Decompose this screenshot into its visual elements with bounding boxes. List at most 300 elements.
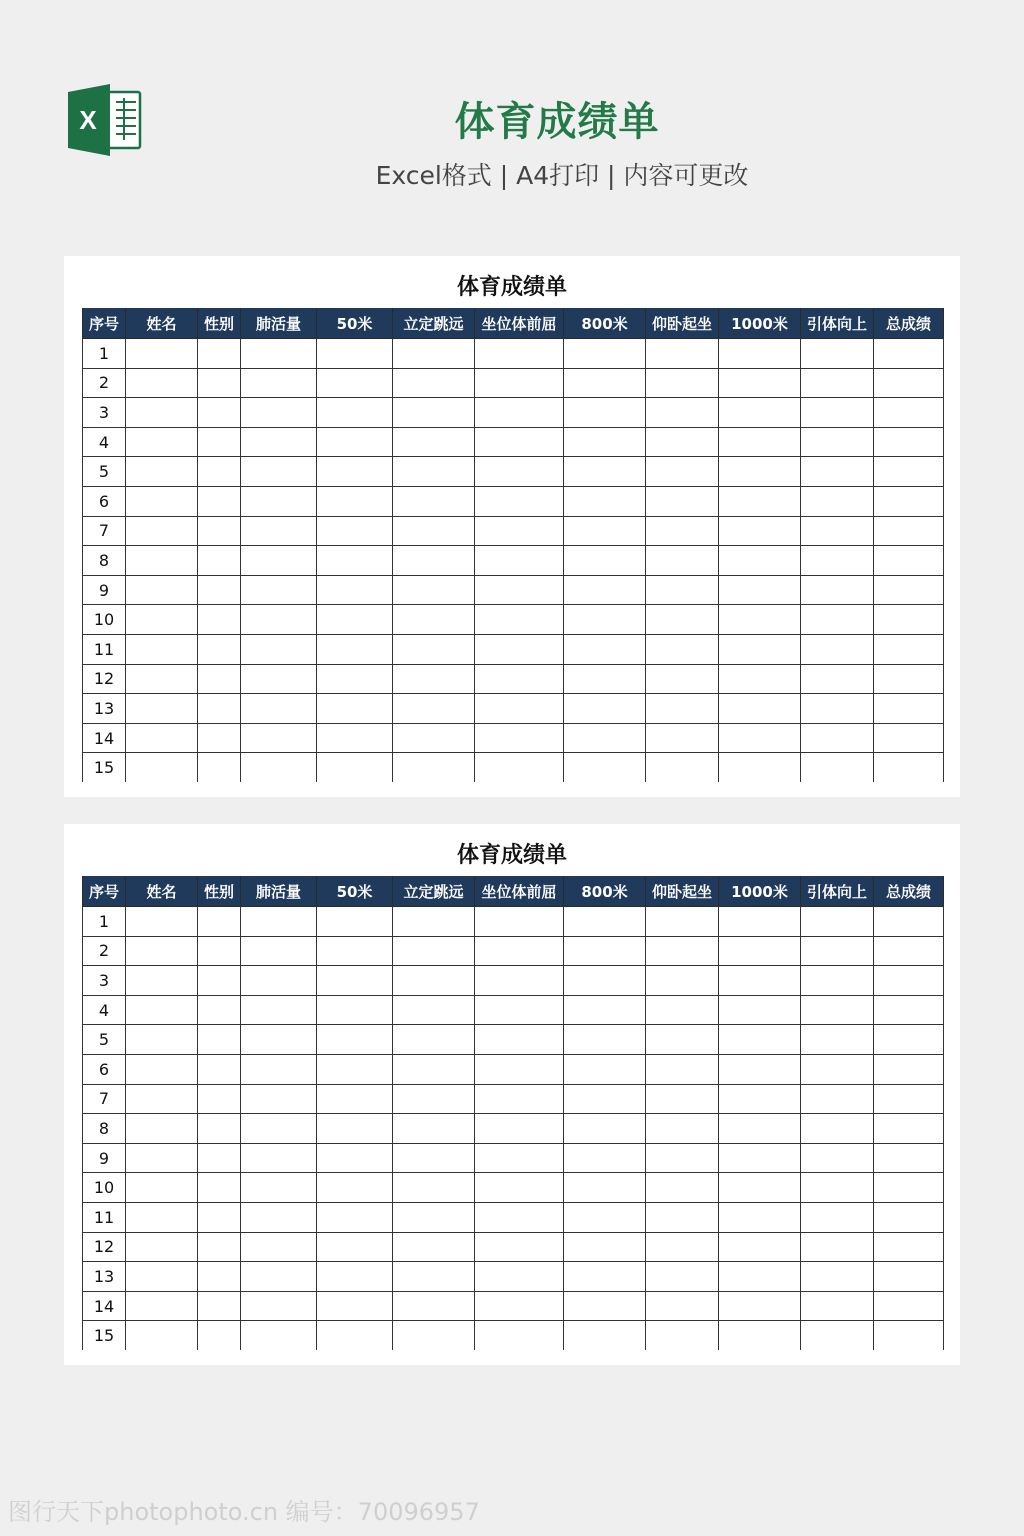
table-cell[interactable] [126, 575, 198, 605]
table-cell[interactable] [198, 634, 241, 664]
table-cell[interactable] [564, 936, 646, 966]
table-cell[interactable] [198, 575, 241, 605]
table-cell[interactable] [241, 1114, 317, 1144]
table-cell[interactable] [393, 1173, 475, 1203]
table-cell[interactable] [393, 1025, 475, 1055]
table-cell[interactable] [393, 457, 475, 487]
table-cell[interactable] [874, 1262, 944, 1292]
table-cell[interactable] [564, 339, 646, 369]
table-cell[interactable] [393, 605, 475, 635]
table-cell[interactable] [646, 1084, 719, 1114]
table-cell[interactable] [564, 398, 646, 428]
table-cell[interactable] [801, 457, 874, 487]
table-cell[interactable] [393, 1232, 475, 1262]
table-cell[interactable] [874, 634, 944, 664]
table-cell[interactable] [317, 995, 393, 1025]
table-cell[interactable] [874, 723, 944, 753]
table-cell[interactable] [241, 516, 317, 546]
table-cell[interactable] [801, 1143, 874, 1173]
table-cell[interactable] [393, 634, 475, 664]
table-cell[interactable] [126, 368, 198, 398]
table-cell[interactable] [801, 1202, 874, 1232]
table-cell[interactable] [393, 995, 475, 1025]
table-cell[interactable] [126, 1173, 198, 1203]
table-cell[interactable] [801, 634, 874, 664]
table-cell[interactable] [801, 1025, 874, 1055]
table-cell[interactable] [198, 339, 241, 369]
table-cell[interactable] [241, 1262, 317, 1292]
table-cell[interactable] [719, 575, 801, 605]
table-cell[interactable] [801, 339, 874, 369]
table-cell[interactable] [801, 575, 874, 605]
table-cell[interactable] [475, 398, 564, 428]
table-cell[interactable] [801, 546, 874, 576]
table-cell[interactable] [317, 368, 393, 398]
table-cell[interactable] [475, 1321, 564, 1351]
table-cell[interactable] [646, 516, 719, 546]
table-cell[interactable] [126, 966, 198, 996]
table-cell[interactable] [393, 1084, 475, 1114]
table-cell[interactable] [719, 368, 801, 398]
table-cell[interactable] [317, 516, 393, 546]
table-cell[interactable] [241, 546, 317, 576]
table-cell[interactable] [874, 427, 944, 457]
table-cell[interactable] [646, 457, 719, 487]
table-cell[interactable] [874, 457, 944, 487]
table-cell[interactable] [241, 1054, 317, 1084]
table-cell[interactable] [874, 753, 944, 783]
table-cell[interactable] [646, 546, 719, 576]
table-cell[interactable] [241, 1173, 317, 1203]
table-cell[interactable] [393, 936, 475, 966]
table-cell[interactable] [646, 575, 719, 605]
table-cell[interactable] [475, 723, 564, 753]
table-cell[interactable] [241, 1232, 317, 1262]
table-cell[interactable] [126, 516, 198, 546]
table-cell[interactable] [126, 753, 198, 783]
table-cell[interactable] [564, 368, 646, 398]
table-cell[interactable] [198, 753, 241, 783]
table-cell[interactable] [646, 1232, 719, 1262]
table-cell[interactable] [719, 1291, 801, 1321]
table-cell[interactable] [317, 575, 393, 605]
table-cell[interactable] [317, 753, 393, 783]
table-cell[interactable] [126, 605, 198, 635]
table-cell[interactable] [126, 427, 198, 457]
table-cell[interactable] [801, 995, 874, 1025]
table-cell[interactable] [317, 1084, 393, 1114]
table-cell[interactable] [564, 1143, 646, 1173]
table-cell[interactable] [317, 339, 393, 369]
table-cell[interactable] [126, 1084, 198, 1114]
table-cell[interactable] [874, 936, 944, 966]
table-cell[interactable] [874, 339, 944, 369]
table-cell[interactable] [646, 605, 719, 635]
table-cell[interactable] [801, 936, 874, 966]
table-cell[interactable] [198, 546, 241, 576]
table-cell[interactable] [719, 907, 801, 937]
table-cell[interactable] [241, 694, 317, 724]
table-cell[interactable] [646, 1054, 719, 1084]
table-cell[interactable] [475, 907, 564, 937]
table-cell[interactable] [801, 1321, 874, 1351]
table-cell[interactable] [317, 1025, 393, 1055]
table-cell[interactable] [126, 936, 198, 966]
table-cell[interactable] [874, 1025, 944, 1055]
table-cell[interactable] [198, 1262, 241, 1292]
table-cell[interactable] [126, 1025, 198, 1055]
table-cell[interactable] [198, 1202, 241, 1232]
table-cell[interactable] [801, 368, 874, 398]
table-cell[interactable] [317, 1262, 393, 1292]
table-cell[interactable] [475, 368, 564, 398]
table-cell[interactable] [646, 368, 719, 398]
table-cell[interactable] [801, 723, 874, 753]
table-cell[interactable] [719, 1262, 801, 1292]
table-cell[interactable] [564, 1262, 646, 1292]
table-cell[interactable] [874, 1202, 944, 1232]
table-cell[interactable] [874, 1054, 944, 1084]
table-cell[interactable] [719, 634, 801, 664]
table-cell[interactable] [719, 1173, 801, 1203]
table-cell[interactable] [801, 753, 874, 783]
table-cell[interactable] [475, 936, 564, 966]
table-cell[interactable] [646, 1202, 719, 1232]
table-cell[interactable] [564, 457, 646, 487]
table-cell[interactable] [198, 723, 241, 753]
table-cell[interactable] [241, 1084, 317, 1114]
table-cell[interactable] [126, 1202, 198, 1232]
table-cell[interactable] [241, 486, 317, 516]
table-cell[interactable] [874, 546, 944, 576]
table-cell[interactable] [393, 753, 475, 783]
table-cell[interactable] [317, 457, 393, 487]
table-cell[interactable] [719, 1054, 801, 1084]
table-cell[interactable] [198, 1114, 241, 1144]
table-cell[interactable] [475, 546, 564, 576]
table-cell[interactable] [317, 1173, 393, 1203]
table-cell[interactable] [475, 339, 564, 369]
table-cell[interactable] [564, 516, 646, 546]
table-cell[interactable] [126, 907, 198, 937]
table-cell[interactable] [801, 1291, 874, 1321]
table-cell[interactable] [126, 1143, 198, 1173]
table-cell[interactable] [719, 1143, 801, 1173]
table-cell[interactable] [241, 1202, 317, 1232]
table-cell[interactable] [317, 1291, 393, 1321]
table-cell[interactable] [241, 936, 317, 966]
table-cell[interactable] [801, 1232, 874, 1262]
table-cell[interactable] [198, 605, 241, 635]
table-cell[interactable] [317, 1143, 393, 1173]
table-cell[interactable] [475, 427, 564, 457]
table-cell[interactable] [564, 1084, 646, 1114]
table-cell[interactable] [198, 936, 241, 966]
table-cell[interactable] [393, 723, 475, 753]
table-cell[interactable] [393, 966, 475, 996]
table-cell[interactable] [646, 634, 719, 664]
table-cell[interactable] [646, 486, 719, 516]
table-cell[interactable] [646, 398, 719, 428]
table-cell[interactable] [475, 664, 564, 694]
table-cell[interactable] [198, 664, 241, 694]
table-cell[interactable] [719, 1025, 801, 1055]
table-cell[interactable] [393, 1143, 475, 1173]
table-cell[interactable] [317, 1202, 393, 1232]
table-cell[interactable] [241, 966, 317, 996]
table-cell[interactable] [393, 1114, 475, 1144]
table-cell[interactable] [475, 694, 564, 724]
table-cell[interactable] [564, 1321, 646, 1351]
table-cell[interactable] [475, 1173, 564, 1203]
table-cell[interactable] [719, 694, 801, 724]
table-cell[interactable] [646, 1291, 719, 1321]
table-cell[interactable] [126, 339, 198, 369]
table-cell[interactable] [801, 427, 874, 457]
table-cell[interactable] [874, 605, 944, 635]
table-cell[interactable] [801, 1262, 874, 1292]
table-cell[interactable] [646, 936, 719, 966]
table-cell[interactable] [198, 694, 241, 724]
table-cell[interactable] [393, 1054, 475, 1084]
table-cell[interactable] [475, 516, 564, 546]
table-cell[interactable] [801, 605, 874, 635]
table-cell[interactable] [126, 1262, 198, 1292]
table-cell[interactable] [801, 1054, 874, 1084]
table-cell[interactable] [646, 664, 719, 694]
table-cell[interactable] [475, 486, 564, 516]
table-cell[interactable] [198, 1025, 241, 1055]
table-cell[interactable] [393, 1202, 475, 1232]
table-cell[interactable] [719, 753, 801, 783]
table-cell[interactable] [646, 1114, 719, 1144]
table-cell[interactable] [475, 753, 564, 783]
table-cell[interactable] [801, 1114, 874, 1144]
table-cell[interactable] [874, 966, 944, 996]
table-cell[interactable] [393, 664, 475, 694]
table-cell[interactable] [317, 546, 393, 576]
table-cell[interactable] [241, 753, 317, 783]
table-cell[interactable] [719, 339, 801, 369]
table-cell[interactable] [393, 486, 475, 516]
table-cell[interactable] [198, 516, 241, 546]
table-cell[interactable] [564, 575, 646, 605]
table-cell[interactable] [564, 966, 646, 996]
table-cell[interactable] [564, 1025, 646, 1055]
table-cell[interactable] [874, 368, 944, 398]
table-cell[interactable] [198, 907, 241, 937]
table-cell[interactable] [475, 1202, 564, 1232]
table-cell[interactable] [393, 575, 475, 605]
table-cell[interactable] [317, 427, 393, 457]
table-cell[interactable] [564, 1054, 646, 1084]
table-cell[interactable] [801, 1084, 874, 1114]
table-cell[interactable] [874, 907, 944, 937]
table-cell[interactable] [564, 907, 646, 937]
table-cell[interactable] [198, 966, 241, 996]
table-cell[interactable] [719, 1232, 801, 1262]
table-cell[interactable] [564, 1114, 646, 1144]
table-cell[interactable] [719, 1321, 801, 1351]
table-cell[interactable] [475, 605, 564, 635]
table-cell[interactable] [393, 1262, 475, 1292]
table-cell[interactable] [801, 664, 874, 694]
table-cell[interactable] [874, 995, 944, 1025]
table-cell[interactable] [646, 995, 719, 1025]
table-cell[interactable] [241, 427, 317, 457]
table-cell[interactable] [801, 486, 874, 516]
table-cell[interactable] [393, 1291, 475, 1321]
table-cell[interactable] [719, 723, 801, 753]
table-cell[interactable] [241, 634, 317, 664]
table-cell[interactable] [874, 1321, 944, 1351]
table-cell[interactable] [198, 486, 241, 516]
table-cell[interactable] [564, 664, 646, 694]
table-cell[interactable] [475, 966, 564, 996]
table-cell[interactable] [241, 1321, 317, 1351]
table-cell[interactable] [801, 1173, 874, 1203]
table-cell[interactable] [241, 1291, 317, 1321]
table-cell[interactable] [126, 1114, 198, 1144]
table-cell[interactable] [241, 907, 317, 937]
table-cell[interactable] [126, 457, 198, 487]
table-cell[interactable] [874, 398, 944, 428]
table-cell[interactable] [198, 1054, 241, 1084]
table-cell[interactable] [317, 634, 393, 664]
table-cell[interactable] [874, 694, 944, 724]
table-cell[interactable] [317, 966, 393, 996]
table-cell[interactable] [126, 486, 198, 516]
table-cell[interactable] [317, 1321, 393, 1351]
table-cell[interactable] [126, 398, 198, 428]
table-cell[interactable] [317, 907, 393, 937]
table-cell[interactable] [646, 1143, 719, 1173]
table-cell[interactable] [198, 457, 241, 487]
table-cell[interactable] [719, 936, 801, 966]
table-cell[interactable] [719, 664, 801, 694]
table-cell[interactable] [393, 427, 475, 457]
table-cell[interactable] [317, 723, 393, 753]
table-cell[interactable] [874, 1173, 944, 1203]
table-cell[interactable] [646, 966, 719, 996]
table-cell[interactable] [475, 1054, 564, 1084]
table-cell[interactable] [646, 339, 719, 369]
table-cell[interactable] [874, 1114, 944, 1144]
table-cell[interactable] [564, 723, 646, 753]
table-cell[interactable] [198, 427, 241, 457]
table-cell[interactable] [475, 1262, 564, 1292]
table-cell[interactable] [646, 427, 719, 457]
table-cell[interactable] [646, 1173, 719, 1203]
table-cell[interactable] [317, 398, 393, 428]
table-cell[interactable] [646, 1262, 719, 1292]
table-cell[interactable] [198, 1291, 241, 1321]
table-cell[interactable] [241, 575, 317, 605]
table-cell[interactable] [126, 723, 198, 753]
table-cell[interactable] [719, 605, 801, 635]
table-cell[interactable] [874, 1143, 944, 1173]
table-cell[interactable] [564, 427, 646, 457]
table-cell[interactable] [198, 1232, 241, 1262]
table-cell[interactable] [719, 457, 801, 487]
table-cell[interactable] [801, 398, 874, 428]
table-cell[interactable] [241, 723, 317, 753]
table-cell[interactable] [719, 546, 801, 576]
table-cell[interactable] [874, 664, 944, 694]
table-cell[interactable] [564, 995, 646, 1025]
table-cell[interactable] [719, 398, 801, 428]
table-cell[interactable] [126, 995, 198, 1025]
table-cell[interactable] [393, 694, 475, 724]
table-cell[interactable] [719, 1202, 801, 1232]
table-cell[interactable] [393, 398, 475, 428]
table-cell[interactable] [475, 1114, 564, 1144]
table-cell[interactable] [564, 605, 646, 635]
table-cell[interactable] [564, 634, 646, 664]
table-cell[interactable] [801, 907, 874, 937]
table-cell[interactable] [126, 1054, 198, 1084]
table-cell[interactable] [317, 1114, 393, 1144]
table-cell[interactable] [475, 1143, 564, 1173]
table-cell[interactable] [564, 694, 646, 724]
table-cell[interactable] [241, 368, 317, 398]
table-cell[interactable] [198, 1143, 241, 1173]
table-cell[interactable] [198, 1321, 241, 1351]
table-cell[interactable] [475, 1232, 564, 1262]
table-cell[interactable] [241, 398, 317, 428]
table-cell[interactable] [475, 1025, 564, 1055]
table-cell[interactable] [719, 1114, 801, 1144]
table-cell[interactable] [719, 966, 801, 996]
table-cell[interactable] [475, 995, 564, 1025]
table-cell[interactable] [874, 1084, 944, 1114]
table-cell[interactable] [241, 664, 317, 694]
table-cell[interactable] [874, 1291, 944, 1321]
table-cell[interactable] [126, 634, 198, 664]
table-cell[interactable] [241, 339, 317, 369]
table-cell[interactable] [198, 368, 241, 398]
table-cell[interactable] [198, 995, 241, 1025]
table-cell[interactable] [475, 575, 564, 605]
table-cell[interactable] [874, 516, 944, 546]
table-cell[interactable] [564, 1291, 646, 1321]
table-cell[interactable] [801, 516, 874, 546]
table-cell[interactable] [198, 1173, 241, 1203]
table-cell[interactable] [393, 546, 475, 576]
table-cell[interactable] [317, 605, 393, 635]
table-cell[interactable] [564, 1232, 646, 1262]
table-cell[interactable] [317, 1232, 393, 1262]
table-cell[interactable] [719, 486, 801, 516]
table-cell[interactable] [475, 1084, 564, 1114]
table-cell[interactable] [564, 546, 646, 576]
table-cell[interactable] [241, 605, 317, 635]
table-cell[interactable] [646, 1321, 719, 1351]
table-cell[interactable] [564, 486, 646, 516]
table-cell[interactable] [198, 1084, 241, 1114]
table-cell[interactable] [475, 457, 564, 487]
table-cell[interactable] [198, 398, 241, 428]
table-cell[interactable] [719, 1084, 801, 1114]
table-cell[interactable] [564, 1173, 646, 1203]
table-cell[interactable] [475, 634, 564, 664]
table-cell[interactable] [241, 457, 317, 487]
table-cell[interactable] [646, 723, 719, 753]
table-cell[interactable] [801, 966, 874, 996]
table-cell[interactable] [719, 427, 801, 457]
table-cell[interactable] [317, 694, 393, 724]
table-cell[interactable] [393, 368, 475, 398]
